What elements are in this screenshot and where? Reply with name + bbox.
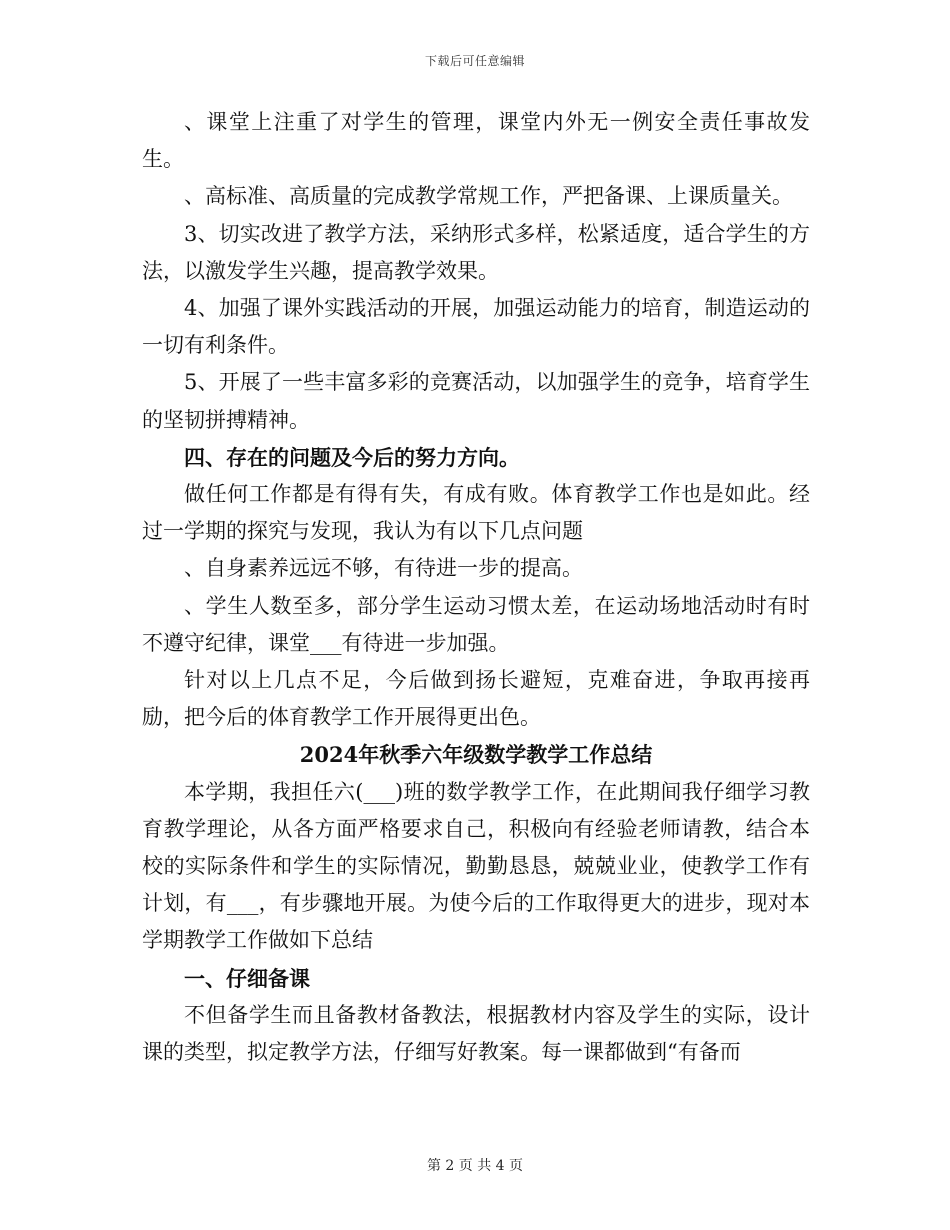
paragraph-extracurricular: 4、加强了课外实践活动的开展，加强运动能力的培育，制造运动的一切有利条件。 bbox=[142, 296, 810, 358]
paragraph-problems-intro: 做任何工作都是有得有失，有成有败。体育教学工作也是如此。经过一学期的探究与发现，我认为有以下几点问题 bbox=[142, 482, 810, 544]
paragraph-teaching-routine: 、高标准、高质量的完成教学常规工作，严把备课、上课质量关。 bbox=[184, 184, 793, 209]
document-body bbox=[142, 104, 810, 1071]
paragraph-improvement-plan: 针对以上几点不足，今后做到扬长避短，克难奋进，争取再接再励，把今后的体育教学工作开展得更出色。 bbox=[142, 668, 810, 730]
paragraph-lesson-prep: 不但备学生而且备教材备教法，根据教材内容及学生的实际，设计课的类型，拟定教学方法，仔细写好教案。每一课都做到“有备而 bbox=[142, 1002, 810, 1065]
page-number: 第 2 页 共 4 页 bbox=[426, 1158, 524, 1174]
section-heading-problems: 四、存在的问题及今后的努力方向。 bbox=[184, 444, 520, 470]
paragraph-self-improvement: 、自身素养远远不够，有待进一步的提高。 bbox=[184, 556, 583, 581]
paragraph-discipline: 、学生人数至多，部分学生运动习惯太差，在运动场地活动时有时不遵守纪律，课堂___有待进一步加强。 bbox=[142, 593, 810, 655]
section-heading-lesson-prep: 一、仔细备课 bbox=[184, 965, 310, 991]
paragraph-competitions: 5、开展了一些丰富多彩的竞赛活动，以加强学生的竞争，培育学生的坚韧拼搏精神。 bbox=[142, 370, 810, 432]
page-header-note: 下载后可任意编辑 bbox=[424, 54, 525, 68]
document-title: 2024年秋季六年级数学教学工作总结 bbox=[299, 742, 653, 768]
paragraph-intro: 本学期，我担任六(___)班的数学教学工作，在此期间我仔细学习教育教学理论，从各方面严格要求自己，积极向有经验老师请教，结合本校的实际条件和学生的实际情况，勤勤恳恳，兢兢业业，使教学工作有计划，有___，有步骤地开展。为使今后的工作取得更大的进步，现对本学期教学工作做如下总结 bbox=[142, 779, 810, 953]
paragraph-teaching-methods: 3、切实改进了教学方法，采纳形式多样，松紧适度，适合学生的方法，以激发学生兴趣，提高教学效果。 bbox=[142, 221, 810, 283]
paragraph-safety-management: 、课堂上注重了对学生的管理，课堂内外无一例安全责任事故发生。 bbox=[142, 110, 810, 172]
